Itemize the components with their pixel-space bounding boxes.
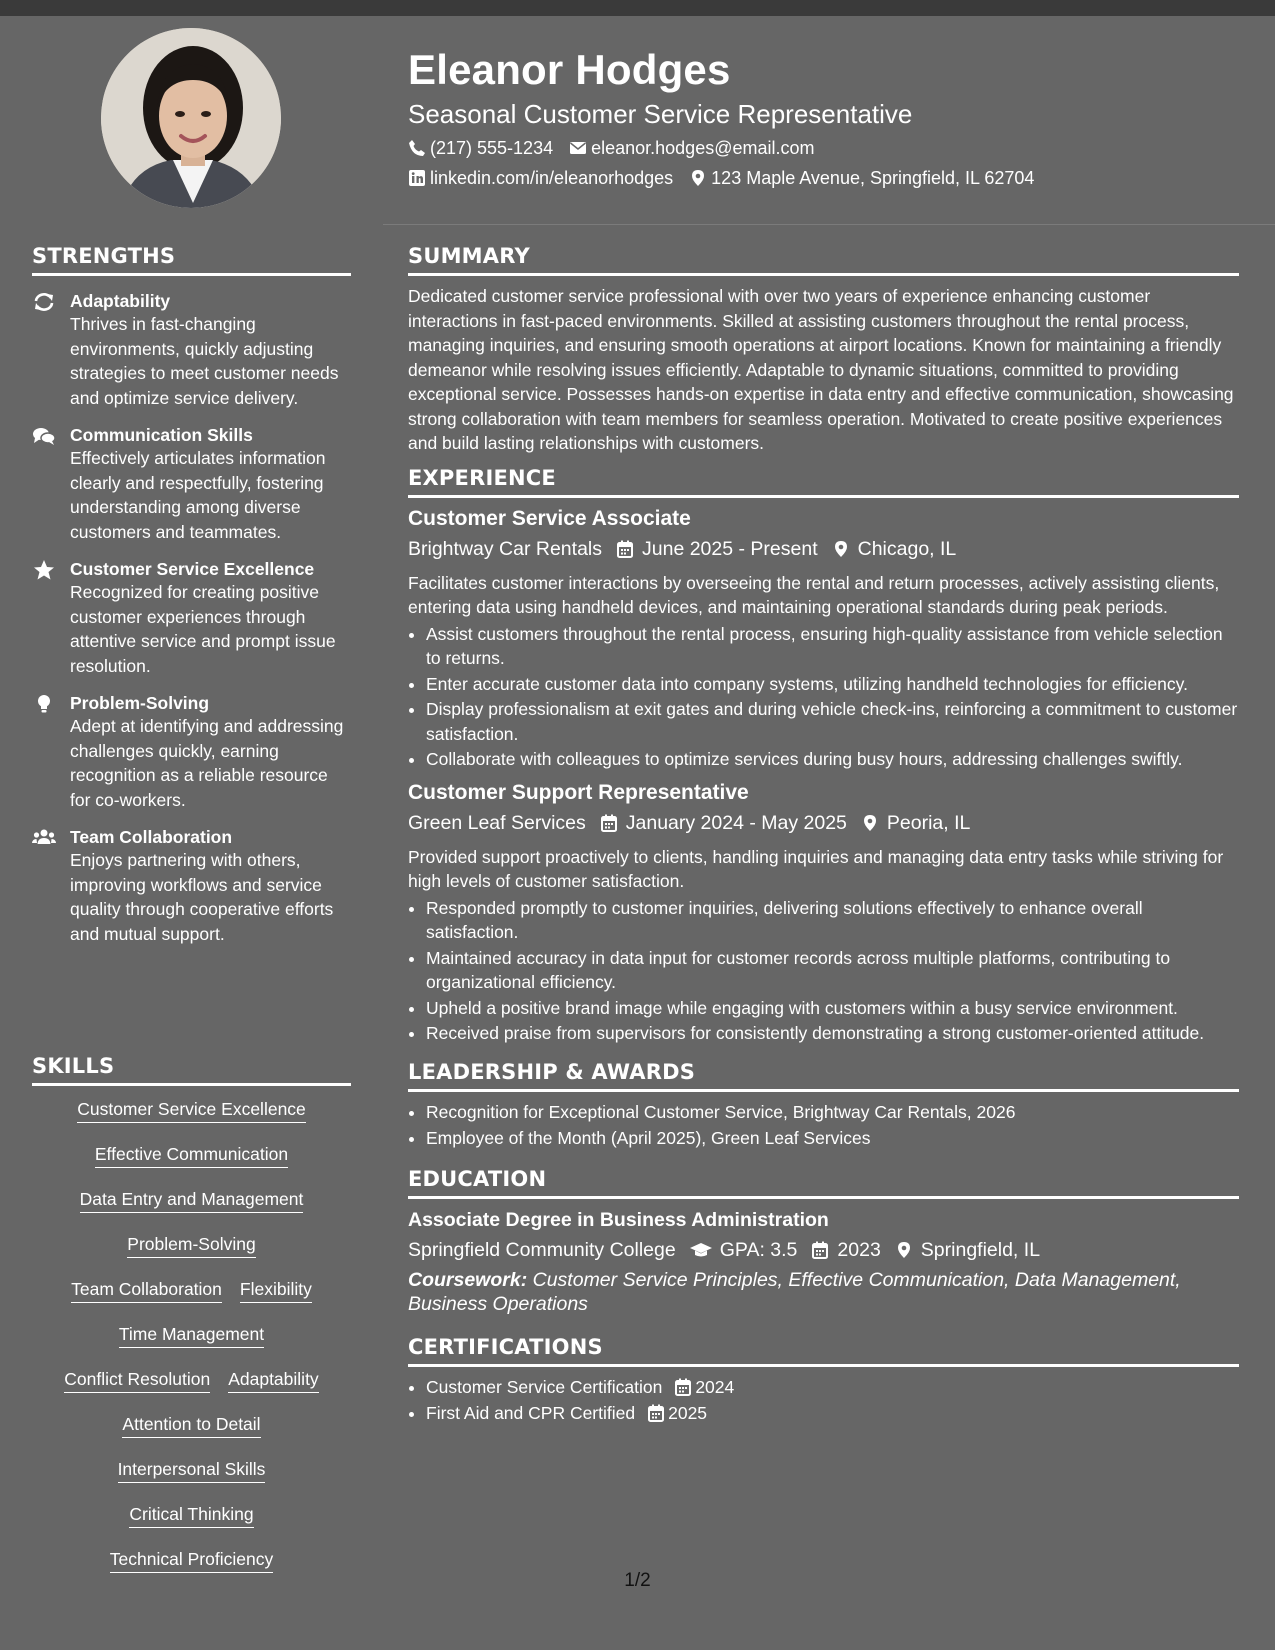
school-location: Springfield, IL xyxy=(920,1238,1041,1261)
skill-tag: Adaptability xyxy=(228,1368,318,1393)
map-marker-icon xyxy=(832,540,850,558)
phone-number: (217) 555-1234 xyxy=(430,138,554,158)
summary-text: Dedicated customer service professional with over two years of experience enhancing customer interactions in fast-paced environments. Skilled at assisting customers throughout the rental process, managing inquiries, and ensuring smooth operations at airport locations. Known for maintaining a friendly demeanor while resolving issues efficiently. Adaptable to dynamic situations, committed to providing exceptional service. Possesses hands-on expertise in data entry and effective communication, showcasing strong collaboration with team members for seamless operation. Motivated to create positive experiences and build lasting relationships with customers. xyxy=(408,286,1234,453)
job-dates: June 2025 - Present xyxy=(642,537,818,560)
job-location: Chicago, IL xyxy=(857,537,957,560)
linkedin-icon xyxy=(408,169,426,187)
job-bullets xyxy=(408,622,1239,772)
skill-tag: Team Collaboration xyxy=(71,1278,222,1303)
lightbulb-icon xyxy=(32,694,56,714)
coursework xyxy=(408,1268,1239,1317)
list-item: • Employee of the Month (April 2025), Green Leaf Services xyxy=(426,1126,1239,1151)
list-item: • Maintained accuracy in data input for customer records across multiple platforms, contributing to organizational efficiency. xyxy=(426,946,1239,995)
map-marker-icon xyxy=(895,1241,913,1259)
email-address: eleanor.hodges@email.com xyxy=(591,138,815,158)
certifications-section xyxy=(408,1335,1239,1426)
company-name: Green Leaf Services xyxy=(408,811,586,834)
list-item: • Assist customers throughout the rental process, ensuring high-quality assistance from vehicle selection to returns. xyxy=(426,622,1239,671)
contact-row-2 xyxy=(408,166,1238,190)
left-column xyxy=(0,16,383,1650)
certifications-heading: CERTIFICATIONS xyxy=(408,1335,1239,1367)
list-item xyxy=(426,1401,1239,1426)
school-name: Springfield Community College xyxy=(408,1238,676,1261)
skills-list xyxy=(32,1098,351,1593)
resume-header xyxy=(408,44,1238,190)
list-item: • Responded promptly to customer inquiries, delivering solutions effectively to enhance overall satisfaction. xyxy=(426,896,1239,945)
leadership-section xyxy=(408,1060,1239,1151)
strength-item-communication xyxy=(32,424,351,544)
envelope-icon xyxy=(569,139,587,157)
list-item: • Display professionalism at exit gates and during vehicle check-ins, reinforcing a commitment to customer satisfaction. xyxy=(426,697,1239,746)
linkedin-url: linkedin.com/in/eleanorhodges xyxy=(430,168,674,188)
calendar-icon xyxy=(811,1241,829,1259)
avatar-photo-icon xyxy=(101,28,281,208)
experience-section xyxy=(408,466,1239,1046)
strength-description: Effectively articulates information clearly and respectfully, fostering understanding among diverse customers and teammates. xyxy=(70,448,326,542)
map-marker-icon xyxy=(861,814,879,832)
strength-item-customer-service xyxy=(32,558,351,678)
calendar-icon xyxy=(616,540,634,558)
job-title: Customer Support Representative xyxy=(408,780,749,804)
skill-tag: Flexibility xyxy=(240,1278,312,1303)
job-location: Peoria, IL xyxy=(886,811,971,834)
graduation-year: 2023 xyxy=(837,1238,881,1261)
job-description: Facilitates customer interactions by overseeing the rental and return processes, actively assisting clients, entering data using handheld devices, and maintaining operational standards during peak periods. xyxy=(408,572,1220,617)
skill-tag: Technical Proficiency xyxy=(110,1548,273,1573)
strength-name: Problem-Solving xyxy=(70,693,210,713)
list-item: • Received praise from supervisors for consistently demonstrating a strong customer-oriented attitude. xyxy=(426,1021,1239,1046)
coursework-list: Customer Service Principles, Effective Communication, Data Management, Business Operations xyxy=(408,1268,1181,1315)
job-bullets xyxy=(408,896,1239,1046)
strength-description: Thrives in fast-changing environments, quickly adjusting strategies to meet customer needs and optimize service delivery. xyxy=(70,314,339,408)
phone-icon xyxy=(408,139,426,157)
summary-heading: SUMMARY xyxy=(408,244,1239,276)
star-icon xyxy=(32,560,56,580)
strength-name: Customer Service Excellence xyxy=(70,559,315,579)
strength-item-team-collaboration xyxy=(32,826,351,946)
calendar-icon xyxy=(674,1378,692,1396)
skill-tag: Attention to Detail xyxy=(122,1413,260,1438)
strengths-heading: STRENGTHS xyxy=(32,244,351,276)
refresh-icon xyxy=(32,292,56,312)
education-meta xyxy=(408,1236,1239,1264)
address: 123 Maple Avenue, Springfield, IL 62704 xyxy=(711,168,1035,188)
strength-item-problem-solving xyxy=(32,692,351,812)
awards-list xyxy=(408,1100,1239,1151)
list-item xyxy=(426,1375,1239,1400)
list-item: • Enter accurate customer data into company systems, utilizing handheld technologies for efficiency. xyxy=(426,672,1239,697)
strength-description: Enjoys partnering with others, improving workflows and service quality through cooperative efforts and mutual support. xyxy=(70,850,334,944)
candidate-title: Seasonal Customer Service Representative xyxy=(408,99,913,129)
summary-section xyxy=(408,244,1239,456)
job-title: Customer Service Associate xyxy=(408,506,691,530)
strengths-section xyxy=(32,244,351,946)
avatar xyxy=(101,28,281,208)
comments-icon xyxy=(32,426,56,446)
certification-name: • First Aid and CPR Certified xyxy=(426,1403,636,1423)
job-meta xyxy=(408,809,1239,837)
job-meta xyxy=(408,535,1239,563)
skill-tag: Problem-Solving xyxy=(127,1233,255,1258)
skill-tag: Critical Thinking xyxy=(129,1503,253,1528)
job-description: Provided support proactively to clients, handling inquiries and managing data entry tasks while striving for high levels of customer satisfaction. xyxy=(408,846,1224,891)
list-item: • Collaborate with colleagues to optimize services during busy hours, addressing challenges swiftly. xyxy=(426,747,1239,772)
education-heading: EDUCATION xyxy=(408,1167,1239,1199)
skill-tag: Interpersonal Skills xyxy=(118,1458,266,1483)
certifications-list xyxy=(408,1375,1239,1426)
page-number: 1/2 xyxy=(624,1570,651,1591)
skill-tag: Data Entry and Management xyxy=(80,1188,304,1213)
list-item: • Recognition for Exceptional Customer Service, Brightway Car Rentals, 2026 xyxy=(426,1100,1239,1125)
education-section xyxy=(408,1167,1239,1317)
contact-row-1 xyxy=(408,136,1238,160)
degree-title: Associate Degree in Business Administration xyxy=(408,1208,829,1231)
company-name: Brightway Car Rentals xyxy=(408,537,602,560)
job-dates: January 2024 - May 2025 xyxy=(625,811,847,834)
top-bar xyxy=(0,0,1275,16)
list-item: • Upheld a positive brand image while engaging with customers within a busy service environment. xyxy=(426,996,1239,1021)
strength-name: Team Collaboration xyxy=(70,827,233,847)
main-column xyxy=(408,244,1239,1436)
strength-description: Adept at identifying and addressing challenges quickly, earning recognition as a reliable resource for co-workers. xyxy=(70,716,344,810)
header-divider xyxy=(383,224,1275,225)
skill-tag: Effective Communication xyxy=(95,1143,288,1168)
certification-name: • Customer Service Certification xyxy=(426,1376,663,1397)
skills-section xyxy=(32,1054,351,1593)
skill-tag: Customer Service Excellence xyxy=(77,1098,306,1123)
coursework-label: Coursework: xyxy=(408,1268,528,1291)
skill-tag: Conflict Resolution xyxy=(64,1368,210,1393)
strength-name: Adaptability xyxy=(70,291,171,311)
leadership-heading: LEADERSHIP & AWARDS xyxy=(408,1060,1239,1092)
job-entry xyxy=(408,506,1239,772)
calendar-icon xyxy=(647,1404,665,1422)
strength-item-adaptability xyxy=(32,290,351,410)
skills-heading: SKILLS xyxy=(32,1054,351,1086)
gpa: GPA: 3.5 xyxy=(719,1238,798,1261)
certification-year: 2024 xyxy=(695,1376,735,1397)
strength-description: Recognized for creating positive customer experiences through attentive service and prompt issue resolution. xyxy=(70,582,336,676)
resume-page xyxy=(0,16,1275,1650)
certification-year: 2025 xyxy=(668,1403,708,1423)
strength-name: Communication Skills xyxy=(70,425,253,445)
map-marker-icon xyxy=(689,169,707,187)
calendar-icon xyxy=(600,814,618,832)
skill-tag: Time Management xyxy=(119,1323,264,1348)
users-icon xyxy=(32,828,56,848)
candidate-name: Eleanor Hodges xyxy=(408,46,731,93)
job-entry xyxy=(408,780,1239,1046)
experience-heading: EXPERIENCE xyxy=(408,466,1239,498)
graduation-cap-icon xyxy=(690,1241,712,1259)
